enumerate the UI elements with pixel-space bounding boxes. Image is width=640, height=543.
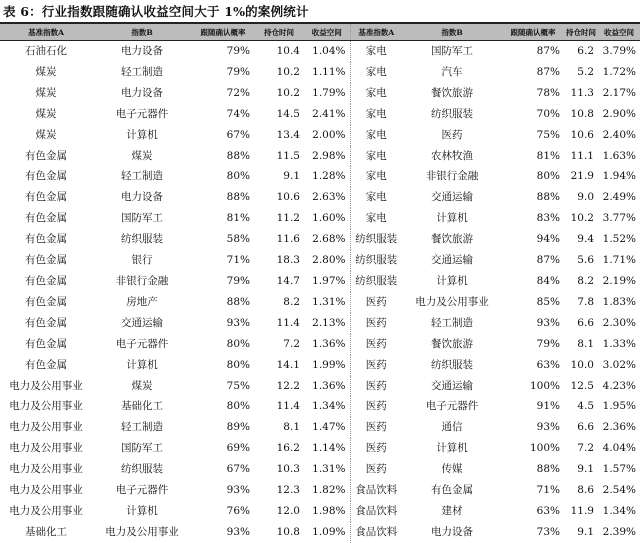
table-row (0, 250, 640, 271)
left-cell-base-index: 煤炭 (35, 65, 57, 78)
left-cell-return-space: 1.28% (304, 166, 350, 187)
right-cell-index-b: 传媒 (441, 463, 463, 476)
left-cell-holding-time: 8.1 (283, 421, 300, 434)
left-cell-base-index: 有色金属 (25, 254, 67, 267)
right-cell-holding-time: 6.6 (577, 316, 594, 329)
left-cell-return-space: 2.68% (304, 229, 350, 250)
left-cell-index-b: 非银行金融 (115, 274, 169, 287)
right-cell-index-b: 餐饮旅游 (431, 337, 473, 350)
right-cell-return-space: 2.39% (602, 525, 636, 538)
right-cell-holding-time: 5.2 (577, 65, 594, 78)
left-cell-index-b: 轻工制造 (121, 170, 163, 183)
right-cell-return-space: 2.49% (602, 191, 636, 204)
table-row (0, 166, 640, 187)
left-cell-index-b: 轻工制造 (121, 65, 163, 78)
left-cell-return-space: 1.31% (304, 459, 350, 480)
right-cell-holding-time: 10.6 (570, 128, 594, 141)
right-cell-index-b: 有色金属 (431, 484, 473, 497)
right-cell-probability: 63% (536, 358, 560, 371)
left-cell-index-b: 轻工制造 (121, 421, 163, 434)
header-right-base-index: 基准指数A (350, 23, 402, 41)
left-cell-holding-time: 14.7 (276, 274, 300, 287)
header-left-holding-time: 持仓时间 (254, 23, 304, 41)
left-cell-holding-time: 7.2 (283, 337, 300, 350)
header-left-base-index: 基准指数A (0, 23, 92, 41)
right-cell-base-index: 医药 (365, 442, 387, 455)
header-right-return-space: 收益空间 (598, 23, 640, 41)
right-cell-return-space: 1.83% (602, 295, 636, 308)
right-cell-probability: 75% (536, 128, 560, 141)
right-cell-index-b: 汽车 (441, 65, 463, 78)
right-cell-return-space: 2.17% (602, 86, 636, 99)
left-cell-return-space: 1.11% (304, 62, 350, 83)
left-cell-base-index: 有色金属 (25, 149, 67, 162)
left-cell-holding-time: 12.0 (276, 504, 300, 517)
right-cell-holding-time: 9.4 (577, 233, 594, 246)
left-cell-probability: 72% (226, 86, 250, 99)
right-cell-return-space: 1.94% (602, 170, 636, 183)
header-right-probability: 跟随确认概率 (502, 23, 564, 41)
left-cell-holding-time: 8.2 (283, 295, 300, 308)
left-cell-probability: 89% (226, 421, 250, 434)
table-row (0, 187, 640, 208)
right-cell-return-space: 2.19% (602, 274, 636, 287)
right-cell-base-index: 家电 (365, 65, 387, 78)
right-cell-index-b: 农林牧渔 (431, 149, 473, 162)
left-cell-holding-time: 10.3 (276, 463, 300, 476)
table-row (0, 104, 640, 125)
left-cell-index-b: 国防军工 (121, 442, 163, 455)
right-cell-base-index: 医药 (365, 316, 387, 329)
left-cell-index-b: 电力设备 (121, 86, 163, 99)
right-cell-holding-time: 6.2 (577, 45, 594, 57)
right-cell-index-b: 纺织服装 (431, 107, 473, 120)
right-cell-holding-time: 10.8 (570, 107, 594, 120)
left-cell-index-b: 电力设备 (121, 191, 163, 204)
left-cell-probability: 76% (226, 504, 250, 517)
left-cell-probability: 79% (226, 65, 250, 78)
right-cell-return-space: 1.95% (602, 400, 636, 413)
left-cell-base-index: 电力及公用事业 (9, 463, 83, 476)
right-cell-index-b: 电子元器件 (425, 400, 479, 413)
left-cell-index-b: 交通运输 (121, 316, 163, 329)
right-cell-base-index: 食品饮料 (355, 504, 398, 517)
right-cell-probability: 88% (536, 191, 560, 204)
left-cell-index-b: 国防军工 (121, 212, 163, 225)
table-row (0, 229, 640, 250)
right-cell-index-b: 电力及公用事业 (415, 295, 489, 308)
right-cell-index-b: 通信 (441, 421, 463, 434)
right-cell-holding-time: 7.2 (577, 442, 594, 455)
right-cell-holding-time: 21.9 (570, 170, 594, 183)
left-cell-holding-time: 11.4 (276, 316, 300, 329)
right-cell-return-space: 3.77% (602, 212, 636, 225)
table-row (0, 334, 640, 355)
table-row (0, 376, 640, 397)
left-cell-return-space: 1.60% (304, 208, 350, 229)
left-cell-base-index: 煤炭 (35, 128, 57, 141)
right-cell-probability: 71% (536, 484, 560, 497)
right-cell-index-b: 轻工制造 (431, 316, 473, 329)
left-cell-probability: 74% (226, 107, 250, 120)
right-cell-return-space: 1.71% (602, 254, 636, 267)
left-cell-base-index: 有色金属 (25, 191, 67, 204)
left-cell-return-space: 1.31% (304, 292, 350, 313)
left-cell-return-space: 1.36% (304, 376, 350, 397)
left-cell-probability: 80% (226, 337, 250, 350)
left-cell-probability: 80% (226, 400, 250, 413)
left-cell-index-b: 电力及公用事业 (105, 525, 179, 538)
left-cell-probability: 88% (226, 149, 250, 162)
right-cell-return-space: 1.52% (602, 233, 636, 246)
right-cell-index-b: 建材 (441, 504, 463, 517)
left-cell-holding-time: 10.4 (276, 45, 300, 57)
table-row (0, 480, 640, 501)
right-cell-holding-time: 5.6 (577, 254, 594, 267)
left-cell-probability: 93% (226, 484, 250, 497)
right-cell-holding-time: 10.0 (570, 358, 594, 371)
right-cell-base-index: 家电 (365, 107, 387, 120)
left-cell-return-space: 1.34% (304, 396, 350, 417)
right-cell-return-space: 1.34% (602, 504, 636, 517)
left-cell-holding-time: 10.2 (276, 86, 300, 99)
left-cell-return-space: 2.63% (304, 187, 350, 208)
right-cell-holding-time: 11.3 (570, 86, 594, 99)
left-cell-index-b: 电子元器件 (115, 337, 169, 350)
left-cell-probability: 80% (226, 170, 250, 183)
left-cell-probability: 58% (226, 233, 250, 246)
right-cell-probability: 100% (529, 379, 560, 392)
left-cell-return-space: 1.98% (304, 501, 350, 522)
left-cell-index-b: 煤炭 (131, 149, 153, 162)
left-cell-holding-time: 14.1 (276, 358, 300, 371)
right-cell-probability: 100% (529, 442, 560, 455)
right-cell-probability: 87% (536, 254, 560, 267)
left-cell-holding-time: 10.2 (276, 65, 300, 78)
right-cell-return-space: 4.04% (602, 442, 636, 455)
right-cell-index-b: 交通运输 (431, 254, 473, 267)
right-cell-index-b: 计算机 (436, 274, 468, 287)
left-cell-base-index: 煤炭 (35, 107, 57, 120)
right-cell-base-index: 家电 (365, 212, 387, 225)
left-cell-holding-time: 11.2 (276, 212, 300, 225)
left-cell-base-index: 有色金属 (25, 274, 67, 287)
left-cell-base-index: 有色金属 (25, 295, 67, 308)
table-row (0, 438, 640, 459)
right-cell-base-index: 医药 (365, 337, 387, 350)
right-cell-index-b: 电力设备 (431, 525, 473, 538)
left-cell-index-b: 纺织服装 (121, 463, 163, 476)
left-cell-holding-time: 18.3 (276, 254, 300, 267)
right-cell-holding-time: 11.1 (570, 149, 594, 162)
right-cell-probability: 83% (536, 212, 560, 225)
right-cell-index-b: 国防军工 (431, 45, 473, 57)
left-cell-base-index: 有色金属 (25, 233, 67, 246)
left-cell-index-b: 计算机 (126, 358, 158, 371)
right-cell-probability: 84% (536, 274, 560, 287)
table-row (0, 396, 640, 417)
right-cell-base-index: 食品饮料 (355, 484, 398, 497)
left-cell-index-b: 电子元器件 (115, 484, 169, 497)
table-row (0, 208, 640, 229)
right-cell-index-b: 交通运输 (431, 379, 473, 392)
left-cell-probability: 81% (226, 212, 250, 225)
left-cell-base-index: 石油石化 (25, 45, 67, 57)
right-cell-base-index: 医药 (365, 400, 387, 413)
right-cell-return-space: 3.02% (602, 358, 636, 371)
left-cell-base-index: 有色金属 (25, 170, 67, 183)
right-cell-base-index: 家电 (365, 45, 387, 57)
left-cell-probability: 67% (226, 128, 250, 141)
left-cell-holding-time: 11.6 (276, 233, 300, 246)
left-cell-base-index: 有色金属 (25, 337, 67, 350)
left-cell-base-index: 电力及公用事业 (9, 379, 83, 392)
left-cell-base-index: 基础化工 (25, 525, 67, 538)
right-cell-probability: 70% (536, 107, 560, 120)
right-cell-probability: 91% (536, 400, 560, 413)
right-cell-return-space: 3.79% (602, 45, 636, 57)
left-cell-index-b: 煤炭 (131, 379, 153, 392)
table-row (0, 417, 640, 438)
left-cell-index-b: 纺织服装 (121, 233, 163, 246)
left-cell-return-space: 1.04% (304, 41, 350, 62)
left-cell-index-b: 计算机 (126, 504, 158, 517)
left-cell-holding-time: 11.5 (276, 149, 300, 162)
right-cell-probability: 87% (536, 45, 560, 57)
left-cell-return-space: 2.41% (304, 104, 350, 125)
right-cell-probability: 85% (536, 295, 560, 308)
right-cell-return-space: 1.57% (602, 463, 636, 476)
left-cell-index-b: 基础化工 (121, 400, 163, 413)
right-cell-base-index: 医药 (365, 421, 387, 434)
right-cell-probability: 63% (536, 504, 560, 517)
left-cell-holding-time: 14.5 (276, 107, 300, 120)
left-cell-probability: 67% (226, 463, 250, 476)
left-cell-index-b: 计算机 (126, 128, 158, 141)
left-cell-probability: 88% (226, 295, 250, 308)
right-cell-probability: 81% (536, 149, 560, 162)
right-cell-holding-time: 6.6 (577, 421, 594, 434)
right-cell-base-index: 家电 (365, 170, 387, 183)
right-cell-index-b: 医药 (441, 128, 463, 141)
right-cell-probability: 79% (536, 337, 560, 350)
left-cell-holding-time: 11.4 (276, 400, 300, 413)
right-cell-probability: 87% (536, 65, 560, 78)
table-row (0, 522, 640, 543)
right-cell-base-index: 家电 (365, 86, 387, 99)
left-cell-holding-time: 9.1 (283, 170, 300, 183)
left-cell-base-index: 电力及公用事业 (9, 421, 83, 434)
left-cell-return-space: 1.14% (304, 438, 350, 459)
right-cell-return-space: 1.72% (602, 65, 636, 78)
left-cell-probability: 71% (226, 254, 250, 267)
right-cell-probability: 94% (536, 233, 560, 246)
right-cell-holding-time: 10.2 (570, 212, 594, 225)
right-cell-probability: 80% (536, 170, 560, 183)
left-cell-holding-time: 16.2 (276, 442, 300, 455)
right-cell-holding-time: 8.6 (577, 484, 594, 497)
left-cell-probability: 80% (226, 358, 250, 371)
left-cell-return-space: 2.80% (304, 250, 350, 271)
right-cell-base-index: 家电 (365, 149, 387, 162)
left-cell-return-space: 1.36% (304, 334, 350, 355)
right-cell-base-index: 医药 (365, 379, 387, 392)
header-right-index-b: 指数B (402, 23, 502, 41)
right-cell-holding-time: 12.5 (570, 379, 594, 392)
left-cell-index-b: 电子元器件 (115, 107, 169, 120)
right-cell-index-b: 计算机 (436, 212, 468, 225)
right-cell-probability: 93% (536, 316, 560, 329)
left-cell-base-index: 电力及公用事业 (9, 442, 83, 455)
left-cell-holding-time: 10.8 (276, 525, 300, 538)
table-row (0, 459, 640, 480)
left-cell-probability: 69% (226, 442, 250, 455)
right-cell-return-space: 1.33% (602, 337, 636, 350)
left-cell-return-space: 1.82% (304, 480, 350, 501)
right-cell-holding-time: 8.1 (577, 337, 594, 350)
right-cell-return-space: 2.36% (602, 421, 636, 434)
left-cell-return-space: 1.09% (304, 522, 350, 543)
right-cell-probability: 88% (536, 463, 560, 476)
left-cell-return-space: 1.99% (304, 355, 350, 376)
right-cell-base-index: 医药 (365, 295, 387, 308)
left-cell-holding-time: 12.2 (276, 379, 300, 392)
left-cell-holding-time: 10.6 (276, 191, 300, 204)
right-cell-holding-time: 11.9 (570, 504, 594, 517)
left-cell-probability: 88% (226, 191, 250, 204)
table-row (0, 125, 640, 146)
left-cell-base-index: 电力及公用事业 (9, 400, 83, 413)
right-cell-return-space: 2.30% (602, 316, 636, 329)
table-title: 表 6：行业指数跟随确认收益空间大于 1%的案例统计 (3, 4, 309, 19)
right-cell-index-b: 交通运输 (431, 191, 473, 204)
left-cell-base-index: 煤炭 (35, 86, 57, 99)
case-statistics-table (0, 22, 640, 543)
left-cell-probability: 79% (226, 274, 250, 287)
right-cell-base-index: 医药 (365, 463, 387, 476)
right-cell-holding-time: 9.1 (577, 463, 594, 476)
right-cell-holding-time: 4.5 (577, 400, 594, 413)
right-cell-index-b: 计算机 (436, 442, 468, 455)
right-cell-return-space: 2.90% (602, 107, 636, 120)
left-cell-return-space: 1.47% (304, 417, 350, 438)
left-cell-probability: 75% (226, 379, 250, 392)
left-cell-return-space: 2.00% (304, 125, 350, 146)
table-row (0, 292, 640, 313)
table-row (0, 146, 640, 167)
right-cell-probability: 93% (536, 421, 560, 434)
right-cell-base-index: 纺织服装 (355, 274, 398, 287)
right-cell-base-index: 家电 (365, 128, 387, 141)
left-cell-holding-time: 13.4 (276, 128, 300, 141)
table-row (0, 41, 640, 62)
left-cell-base-index: 有色金属 (25, 316, 67, 329)
right-cell-holding-time: 9.1 (577, 525, 594, 538)
right-cell-index-b: 餐饮旅游 (431, 233, 473, 246)
table-row (0, 355, 640, 376)
left-cell-probability: 79% (226, 45, 250, 57)
header-right-holding-time: 持仓时间 (564, 23, 598, 41)
right-cell-base-index: 医药 (365, 358, 387, 371)
right-cell-probability: 73% (536, 525, 560, 538)
left-cell-base-index: 电力及公用事业 (9, 504, 83, 517)
right-cell-return-space: 2.54% (602, 484, 636, 497)
right-cell-base-index: 纺织服装 (355, 254, 398, 267)
right-cell-holding-time: 9.0 (577, 191, 594, 204)
table-row (0, 313, 640, 334)
table-row (0, 83, 640, 104)
left-cell-index-b: 银行 (131, 254, 153, 267)
table-row (0, 62, 640, 83)
header-left-index-b: 指数B (92, 23, 192, 41)
left-cell-return-space: 1.97% (304, 271, 350, 292)
right-cell-index-b: 餐饮旅游 (431, 86, 473, 99)
right-cell-index-b: 纺织服装 (431, 358, 473, 371)
left-cell-return-space: 2.13% (304, 313, 350, 334)
right-cell-holding-time: 8.2 (577, 274, 594, 287)
left-cell-probability: 93% (226, 316, 250, 329)
right-cell-base-index: 纺织服装 (355, 233, 398, 246)
left-cell-index-b: 房地产 (126, 295, 158, 308)
table-header-row (0, 23, 640, 41)
left-cell-return-space: 1.79% (304, 83, 350, 104)
right-cell-index-b: 非银行金融 (425, 170, 479, 183)
right-cell-return-space: 1.63% (602, 149, 636, 162)
header-left-probability: 跟随确认概率 (192, 23, 254, 41)
left-cell-base-index: 有色金属 (25, 358, 67, 371)
left-cell-base-index: 有色金属 (25, 212, 67, 225)
header-left-return-space: 收益空间 (304, 23, 350, 41)
right-cell-holding-time: 7.8 (577, 295, 594, 308)
table-row (0, 271, 640, 292)
right-cell-base-index: 家电 (365, 191, 387, 204)
left-cell-return-space: 2.98% (304, 146, 350, 167)
right-cell-probability: 78% (536, 86, 560, 99)
right-cell-return-space: 4.23% (602, 379, 636, 392)
left-cell-probability: 93% (226, 525, 250, 538)
left-cell-holding-time: 12.3 (276, 484, 300, 497)
table-row (0, 501, 640, 522)
right-cell-base-index: 食品饮料 (355, 525, 398, 538)
left-cell-index-b: 电力设备 (121, 45, 163, 57)
left-cell-base-index: 电力及公用事业 (9, 484, 83, 497)
right-cell-return-space: 2.40% (602, 128, 636, 141)
